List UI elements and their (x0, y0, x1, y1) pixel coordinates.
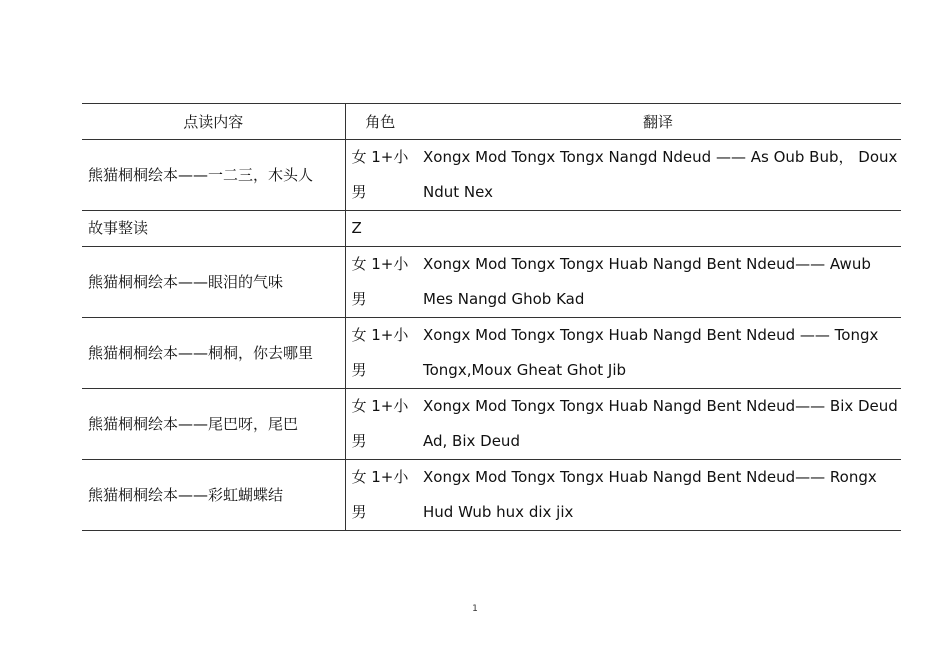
translation-table (82, 103, 901, 531)
table-row (82, 211, 901, 247)
cell-role: Z (345, 211, 415, 247)
table-row (82, 140, 901, 211)
cell-role: 女 1+小男 (345, 389, 415, 460)
cell-content: 故事整读 (82, 211, 345, 247)
cell-content: 熊猫桐桐绘本——桐桐，你去哪里 (82, 318, 345, 389)
table-row (82, 318, 901, 389)
cell-translation: Xongx Mod Tongx Tongx Huab Nangd Bent Ndeud—— Rongx Hud Wub hux dix jix (415, 460, 901, 531)
page-number: 1 (472, 604, 478, 614)
cell-translation: Xongx Mod Tongx Tongx Huab Nangd Bent Ndeud—— Bix Deud Ad, Bix Deud (415, 389, 901, 460)
cell-role: 女 1+小男 (345, 140, 415, 211)
cell-content: 熊猫桐桐绘本——一二三，木头人 (82, 140, 345, 211)
table-row (82, 460, 901, 531)
cell-role: 女 1+小男 (345, 247, 415, 318)
table-row (82, 389, 901, 460)
cell-role: 女 1+小男 (345, 318, 415, 389)
header-content: 点读内容 (82, 104, 345, 140)
cell-content: 熊猫桐桐绘本——眼泪的气味 (82, 247, 345, 318)
header-role: 角色 (345, 104, 415, 140)
cell-translation: Xongx Mod Tongx Tongx Huab Nangd Bent Ndeud—— Awub Mes Nangd Ghob Kad (415, 247, 901, 318)
table-row (82, 247, 901, 318)
table-header-row (82, 104, 901, 140)
cell-content: 熊猫桐桐绘本——尾巴呀，尾巴 (82, 389, 345, 460)
cell-role: 女 1+小男 (345, 460, 415, 531)
cell-translation: Xongx Mod Tongx Tongx Huab Nangd Bent Ndeud —— Tongx Tongx,Moux Gheat Ghot Jib (415, 318, 901, 389)
header-translation: 翻译 (415, 104, 901, 140)
cell-translation (415, 211, 901, 247)
translation-table-container (82, 103, 901, 531)
cell-translation: Xongx Mod Tongx Tongx Nangd Ndeud —— As Oub Bub， Doux Ndut Nex (415, 140, 901, 211)
cell-content: 熊猫桐桐绘本——彩虹蝴蝶结 (82, 460, 345, 531)
